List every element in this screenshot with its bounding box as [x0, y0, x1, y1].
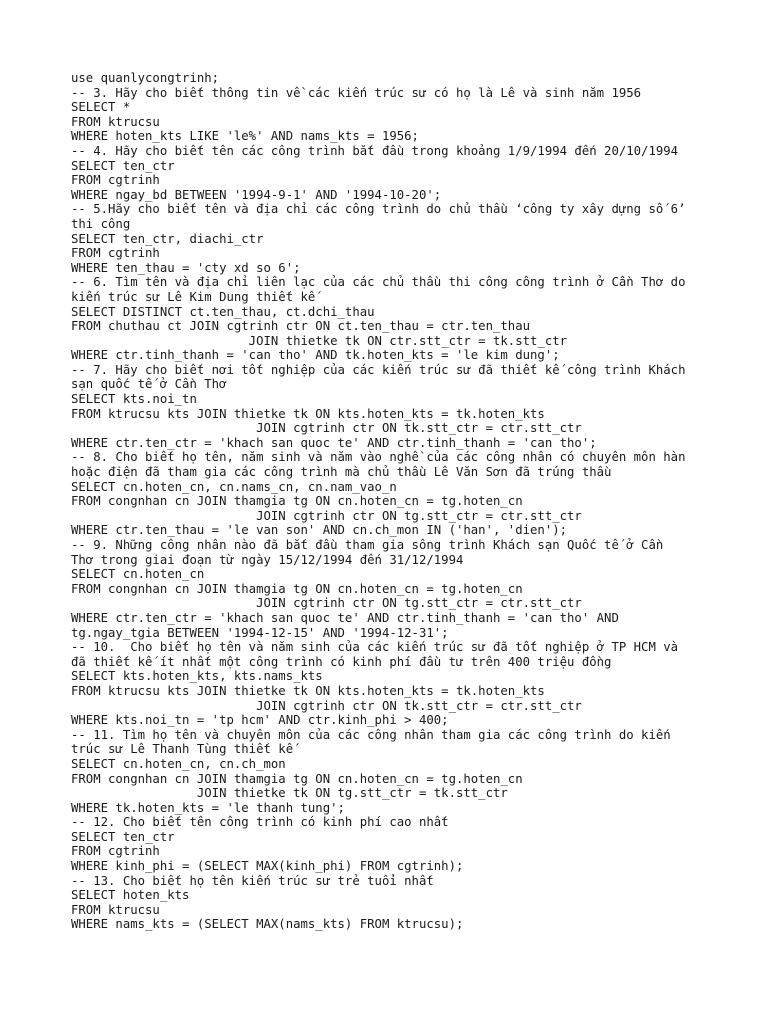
text-line: hoặc điện đã tham gia các công trình mà chủ thầu Lê Văn Sơn đã trúng thầu	[71, 465, 612, 480]
text-line: -- 8. Cho biết họ tên, năm sinh và năm vào nghề của các công nhân có chuyên môn hàn	[71, 450, 686, 465]
text-line: JOIN cgtrinh ctr ON tg.stt_ctr = ctr.stt_ctr	[71, 508, 582, 523]
text-line: JOIN thietke tk ON tg.stt_ctr = tk.stt_ctr	[71, 786, 508, 801]
text-line: SELECT cn.hoten_cn, cn.nams_cn, cn.nam_vao_n	[71, 479, 397, 494]
text-line: FROM ktrucsu kts JOIN thietke tk ON kts.hoten_kts = tk.hoten_kts	[71, 683, 545, 698]
text-line: WHERE ctr.ten_ctr = 'khach san quoc te' AND ctr.tinh_thanh = 'can tho' AND	[71, 610, 619, 625]
text-line: SELECT ten_ctr	[71, 829, 175, 844]
text-line: SELECT hoten_kts	[71, 888, 190, 903]
text-line: FROM ktrucsu	[71, 902, 160, 917]
text-line: -- 11. Tìm họ tên và chuyên môn của các công nhân tham gia các công trình do kiến	[71, 727, 671, 742]
text-line: SELECT ten_ctr	[71, 158, 175, 173]
text-line: SELECT kts.hoten_kts, kts.nams_kts	[71, 669, 323, 684]
text-line: SELECT kts.noi_tn	[71, 392, 197, 407]
text-line: JOIN cgtrinh ctr ON tg.stt_ctr = ctr.stt_ctr	[71, 596, 582, 611]
text-line: use quanlycongtrinh;	[71, 71, 220, 85]
text-line: -- 4. Hãy cho biết tên các công trình bắt đầu trong khoảng 1/9/1994 đến 20/10/1994	[71, 143, 679, 158]
text-line: FROM cgtrinh	[71, 246, 160, 261]
text-line: -- 12. Cho biết tên công trình có kinh phí cao nhất	[71, 815, 449, 830]
text-line: WHERE ctr.ten_ctr = 'khach san quoc te' AND ctr.tinh_thanh = 'can tho';	[71, 435, 597, 450]
text-line: SELECT DISTINCT ct.ten_thau, ct.dchi_thau	[71, 304, 375, 319]
text-line: -- 7. Hãy cho biết nơi tốt nghiệp của các kiến trúc sư đã thiết kế công trình Khách	[71, 362, 686, 377]
text-line: -- 13. Cho biết họ tên kiến trúc sư trẻ tuổi nhất	[71, 873, 434, 888]
text-line: sạn quốc tế ở Cần Thơ	[71, 377, 227, 392]
text-line: WHERE kinh_phi = (SELECT MAX(kinh_phi) FROM cgtrinh);	[71, 859, 464, 874]
text-line: WHERE kts.noi_tn = 'tp hcm' AND ctr.kinh_phi > 400;	[71, 713, 449, 728]
text-line: -- 3. Hãy cho biết thông tin về các kiến trúc sư có họ là Lê và sinh năm 1956	[71, 85, 642, 100]
text-line: WHERE nams_kts = (SELECT MAX(nams_kts) FROM ktrucsu);	[71, 917, 464, 932]
text-line: SELECT cn.hoten_cn	[71, 567, 205, 582]
text-line: JOIN thietke tk ON ctr.stt_ctr = tk.stt_ctr	[71, 333, 568, 348]
text-line: FROM congnhan cn JOIN thamgia tg ON cn.hoten_cn = tg.hoten_cn	[71, 581, 523, 596]
document-body	[71, 71, 711, 932]
text-line: -- 9. Những công nhân nào đã bắt đầu tham gia sông trình Khách sạn Quốc tế ở Cần	[71, 538, 664, 552]
text-line: SELECT cn.hoten_cn, cn.ch_mon	[71, 756, 286, 771]
text-line: WHERE ten_thau = 'cty xd so 6';	[71, 260, 301, 275]
text-line: SELECT ten_ctr, diachi_ctr	[71, 231, 264, 246]
text-line: -- 10. Cho biết họ tên và năm sinh của các kiến trúc sư đã tốt nghiệp ở TP HCM và	[71, 640, 679, 655]
text-line: FROM ktrucsu kts JOIN thietke tk ON kts.hoten_kts = tk.hoten_kts	[71, 406, 545, 421]
text-line: FROM cgtrinh	[71, 844, 160, 859]
text-line: FROM chuthau ct JOIN cgtrinh ctr ON ct.ten_thau = ctr.ten_thau	[71, 319, 531, 334]
text-line: thi công	[71, 216, 131, 231]
text-line: FROM cgtrinh	[71, 173, 160, 188]
text-line: WHERE ctr.tinh_thanh = 'can tho' AND tk.hoten_kts = 'le kim dung';	[71, 348, 560, 363]
text-line: JOIN cgtrinh ctr ON tk.stt_ctr = ctr.stt_ctr	[71, 421, 582, 436]
text-line: -- 6. Tìm tên và địa chỉ liên lạc của các chủ thầu thi công công trình ở Cần Thơ do	[71, 275, 686, 290]
text-line: WHERE hoten_kts LIKE 'le%' AND nams_kts = 1956;	[71, 129, 419, 144]
text-line: đã thiết kế ít nhất một công trình có kinh phí đầu tư trên 400 triệu đồng	[71, 654, 612, 669]
text-line: SELECT *	[71, 100, 131, 115]
text-line: kiến trúc sư Lê Kim Dung thiết kế	[71, 289, 316, 304]
text-line: WHERE tk.hoten_kts = 'le thanh tung';	[71, 800, 345, 815]
text-line: FROM congnhan cn JOIN thamgia tg ON cn.hoten_cn = tg.hoten_cn	[71, 771, 523, 786]
text-line: FROM ktrucsu	[71, 114, 160, 129]
text-line: JOIN cgtrinh ctr ON tk.stt_ctr = ctr.stt_ctr	[71, 698, 582, 713]
text-line: WHERE ngay_bd BETWEEN '1994-9-1' AND '1994-10-20';	[71, 187, 442, 202]
text-line: -- 5.Hãy cho biết tên và địa chỉ các công trình do chủ thầu ‘công ty xây dựng số 6’	[71, 202, 686, 217]
text-line: FROM congnhan cn JOIN thamgia tg ON cn.hoten_cn = tg.hoten_cn	[71, 494, 523, 509]
text-line: trúc sư Lê Thanh Tùng thiết kế	[71, 742, 294, 757]
text-line: tg.ngay_tgia BETWEEN '1994-12-15' AND '1994-12-31';	[71, 625, 449, 640]
text-line: Thơ trong giai đoạn từ ngày 15/12/1994 đến 31/12/1994	[71, 552, 464, 567]
text-line: WHERE ctr.ten_thau = 'le van son' AND cn.ch_mon IN ('han', 'dien');	[71, 523, 568, 538]
